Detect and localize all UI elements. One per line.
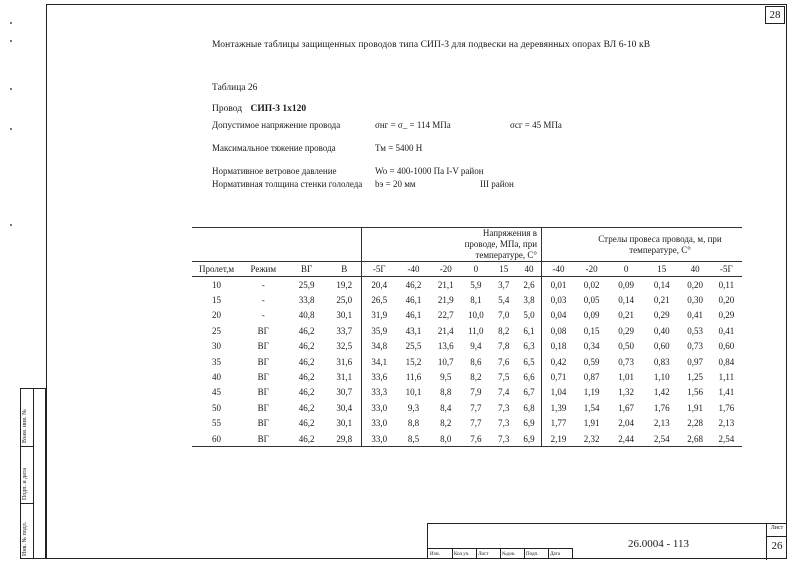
table-cell: 1,42 xyxy=(653,387,670,398)
table-cell: 46,2 xyxy=(298,402,315,413)
table-cell: 35 xyxy=(211,356,221,367)
table-cell: 5,9 xyxy=(470,279,482,290)
table-cell: 1,77 xyxy=(542,416,575,431)
table-cell: ВГ xyxy=(241,431,286,447)
table-cell: 33,0 xyxy=(361,416,397,431)
table-cell: 10,1 xyxy=(405,387,422,398)
table-cell: 6,9 xyxy=(523,418,535,429)
table-cell: 19,2 xyxy=(336,279,353,290)
table-cell: 46,2 xyxy=(405,279,422,290)
table-cell: 31,9 xyxy=(361,308,397,323)
table-cell: 0,40 xyxy=(653,325,670,336)
table-cell: 0,60 xyxy=(718,341,735,352)
table-row xyxy=(192,416,742,431)
col-header: -40 xyxy=(542,262,575,277)
col-header: 0 xyxy=(608,262,644,277)
table-cell: 1,39 xyxy=(542,400,575,415)
document-code: 26.0004 - 113 xyxy=(628,538,690,550)
table-cell: 8,2 xyxy=(440,418,452,429)
table-cell: 34,1 xyxy=(361,354,397,369)
table-cell: 0,42 xyxy=(542,354,575,369)
table-cell: 0,04 xyxy=(542,308,575,323)
table-cell: 0,53 xyxy=(687,325,704,336)
table-cell: 2,13 xyxy=(718,418,735,429)
param-value-2: Wo = 400-1000 Па I-V район xyxy=(375,166,484,176)
table-cell: 0,59 xyxy=(583,356,600,367)
table-cell: 33,0 xyxy=(361,400,397,415)
table-cell: 0,21 xyxy=(653,295,670,306)
table-cell: 1,41 xyxy=(718,387,735,398)
table-cell: 0,20 xyxy=(718,295,735,306)
table-cell: 46,2 xyxy=(298,387,315,398)
table-cell: 10 xyxy=(211,279,221,290)
table-cell: 7,3 xyxy=(490,431,517,447)
table-cell: 0,30 xyxy=(687,295,704,306)
table-row xyxy=(192,339,742,354)
table-cell: 0,29 xyxy=(618,325,634,336)
table-cell: 8,8 xyxy=(440,387,452,398)
table-cell: 33,8 xyxy=(298,295,315,306)
stamp-inv-original: Инв. № подл. xyxy=(22,521,28,556)
table-row xyxy=(192,431,742,447)
table-cell: 43,1 xyxy=(405,325,422,336)
table-cell: 9,5 xyxy=(440,372,452,383)
table-cell: 6,5 xyxy=(523,356,535,367)
table-row xyxy=(192,277,742,293)
table-cell: 0,41 xyxy=(718,325,735,336)
col-header: 40 xyxy=(680,262,711,277)
table-cell: ВГ xyxy=(257,341,269,352)
table-cell: 46,2 xyxy=(298,418,315,429)
col-header: -40 xyxy=(397,262,430,277)
table-cell: 0,20 xyxy=(687,279,704,290)
table-cell: 25 xyxy=(211,325,221,336)
table-cell: 25,9 xyxy=(298,279,315,290)
table-cell: 1,32 xyxy=(618,387,634,398)
table-cell: 46,2 xyxy=(298,356,315,367)
table-cell: 33,7 xyxy=(336,325,353,336)
sheet-number: 26 xyxy=(771,540,783,552)
table-cell: 46,2 xyxy=(298,325,315,336)
tb-cell-label: Изм. xyxy=(430,552,440,557)
table-cell: 2,68 xyxy=(680,431,711,447)
table-cell: 46,1 xyxy=(405,310,422,321)
top-page-number: 28 xyxy=(765,6,785,24)
col-header: Пролет,м xyxy=(192,262,241,277)
table-row xyxy=(192,308,742,323)
table-cell: 40,8 xyxy=(298,310,315,321)
tb-cell-label: Дата xyxy=(550,552,560,557)
col-header: В xyxy=(328,262,361,277)
table-cell: 0,60 xyxy=(653,341,670,352)
table-cell: 10,0 xyxy=(467,310,484,321)
sheet-box xyxy=(766,524,787,560)
table-cell: 11,0 xyxy=(468,325,484,336)
table-cell: 8,0 xyxy=(430,431,461,447)
table-cell: 2,54 xyxy=(644,431,680,447)
table-cell: 0,50 xyxy=(618,341,634,352)
table-cell: 2,54 xyxy=(711,431,742,447)
table-cell: 35,9 xyxy=(361,323,397,338)
table-row xyxy=(192,369,742,384)
table-cell: 0,41 xyxy=(687,310,704,321)
table-cell: 7,7 xyxy=(470,418,482,429)
table-cell: 2,6 xyxy=(523,279,535,290)
table-cell: 30,4 xyxy=(336,402,353,413)
table-cell: 1,76 xyxy=(653,402,670,413)
table-cell: 7,6 xyxy=(498,356,510,367)
stress-group-header: Напряжения в проводе, МПа, при температуре, С° xyxy=(361,228,541,262)
table-cell: 0,84 xyxy=(718,356,735,367)
col-header: 15 xyxy=(644,262,680,277)
table-cell: 1,56 xyxy=(687,387,704,398)
col-header: -5Г xyxy=(361,262,397,277)
table-cell: 0,97 xyxy=(687,356,704,367)
table-cell: 7,8 xyxy=(498,341,510,352)
table-cell: 5,4 xyxy=(498,295,510,306)
table-cell: 8,5 xyxy=(397,431,430,447)
table-cell: 3,8 xyxy=(523,295,535,306)
tb-cell-label: Кол.уч. xyxy=(454,552,470,557)
sheet-label: Лист xyxy=(767,525,787,537)
table-cell: - xyxy=(261,310,265,321)
col-header: 0 xyxy=(461,262,490,277)
table-cell: 8,2 xyxy=(470,372,482,383)
table-cell: ВГ xyxy=(257,402,269,413)
table-cell: 15 xyxy=(211,295,221,306)
table-cell: 30 xyxy=(211,341,221,352)
table-cell: 2,28 xyxy=(687,418,704,429)
param-label-1: Максимальное тяжение провода xyxy=(212,143,336,153)
table-cell: 1,01 xyxy=(618,372,634,383)
col-header: 15 xyxy=(490,262,517,277)
table-row xyxy=(192,292,742,307)
table-cell: ВГ xyxy=(257,418,269,429)
table-cell: 0,21 xyxy=(618,310,634,321)
table-cell: 0,73 xyxy=(618,356,634,367)
table-cell: 13,6 xyxy=(437,341,454,352)
table-cell: 2,32 xyxy=(575,431,608,447)
param-label-2: Нормативное ветровое давление xyxy=(212,166,337,176)
table-cell: 6,7 xyxy=(523,387,535,398)
table-cell: 9,3 xyxy=(407,402,420,413)
tb-cell-label: Подп. xyxy=(526,552,539,557)
table-row xyxy=(192,354,742,369)
col-header: -20 xyxy=(575,262,608,277)
table-cell: 33,3 xyxy=(361,385,397,400)
table-cell: 46,2 xyxy=(286,431,328,447)
table-cell: 1,19 xyxy=(583,387,600,398)
table-cell: 46,2 xyxy=(298,372,315,383)
table-cell: 11,6 xyxy=(405,372,422,383)
table-cell: 7,3 xyxy=(498,402,510,413)
table-cell: 8,2 xyxy=(498,325,510,336)
table-cell: 0,14 xyxy=(653,279,670,290)
table-cell: 8,4 xyxy=(440,402,452,413)
table-cell: ВГ xyxy=(257,387,269,398)
column-header-row xyxy=(192,262,742,277)
table-cell: 7,4 xyxy=(498,387,510,398)
table-cell: 1,10 xyxy=(653,372,670,383)
sag-tension-table xyxy=(192,227,742,447)
table-cell: 0,73 xyxy=(687,341,704,352)
table-cell: 3,7 xyxy=(498,279,510,290)
table-cell: 0,02 xyxy=(583,279,600,290)
table-cell: 1,54 xyxy=(583,402,600,413)
table-cell: 0,29 xyxy=(718,310,735,321)
table-cell: 33,0 xyxy=(361,431,397,447)
table-cell: 7,7 xyxy=(470,402,482,413)
table-row xyxy=(192,323,742,338)
left-stamp-strip xyxy=(20,388,46,559)
tb-cell-label: Лист xyxy=(478,552,489,557)
table-cell: 20,4 xyxy=(361,277,397,293)
table-cell: 0,05 xyxy=(583,295,600,306)
table-cell: 8,6 xyxy=(470,356,482,367)
table-cell: 50 xyxy=(211,402,221,413)
sag-group-header: Стрелы провеса провода, м, при температуре, С° xyxy=(542,228,742,262)
param-label-3: Нормативная толщина стенки гололеда xyxy=(212,179,363,189)
table-cell: 6,3 xyxy=(523,341,535,352)
table-cell: 15,2 xyxy=(405,356,422,367)
table-cell: 46,1 xyxy=(405,295,422,306)
table-cell: 21,1 xyxy=(437,279,454,290)
table-cell: 8,8 xyxy=(407,418,420,429)
table-cell: 46,2 xyxy=(298,341,315,352)
table-cell: 0,03 xyxy=(542,292,575,307)
table-cell: 29,8 xyxy=(328,431,361,447)
tb-cell-label: №док. xyxy=(502,552,516,557)
table-cell: 1,25 xyxy=(687,372,704,383)
col-header: ВГ xyxy=(286,262,328,277)
table-cell: 55 xyxy=(211,418,221,429)
table-cell: 7,3 xyxy=(498,418,510,429)
table-cell: 40 xyxy=(211,372,221,383)
wire-value: СИП-3 1х120 xyxy=(250,104,307,114)
param-value-3: bэ = 20 мм xyxy=(375,179,416,189)
table-cell: 1,11 xyxy=(718,372,735,383)
table-row xyxy=(192,385,742,400)
table-cell: 0,15 xyxy=(583,325,600,336)
table-cell: 6,9 xyxy=(517,431,541,447)
table-cell: 7,0 xyxy=(498,310,510,321)
table-cell: 0,18 xyxy=(542,339,575,354)
table-cell: 1,76 xyxy=(718,402,735,413)
table-cell: 32,5 xyxy=(336,341,353,352)
table-cell: 21,4 xyxy=(437,325,454,336)
table-cell: 25,0 xyxy=(336,295,353,306)
table-cell: 10,7 xyxy=(437,356,454,367)
table-cell: 34,8 xyxy=(361,339,397,354)
table-cell: 0,01 xyxy=(542,277,575,293)
table-cell: 0,71 xyxy=(542,369,575,384)
title-block xyxy=(427,523,787,559)
table-row xyxy=(192,400,742,415)
col-header: Режим xyxy=(241,262,286,277)
table-cell: 30,7 xyxy=(336,387,353,398)
table-cell: 2,19 xyxy=(542,431,575,447)
title-block-cells xyxy=(428,548,573,559)
table-cell: 25,5 xyxy=(405,341,422,352)
table-cell: 0,34 xyxy=(583,341,600,352)
table-cell: 1,91 xyxy=(583,418,600,429)
col-header: -20 xyxy=(430,262,461,277)
table-cell: 0,11 xyxy=(718,279,735,290)
param-value-0: σнг = σ_ = 114 МПа xyxy=(375,120,451,130)
wire-label: Провод xyxy=(212,104,243,114)
param-value2-0: σсг = 45 МПа xyxy=(510,120,562,130)
table-cell: 7,6 xyxy=(461,431,490,447)
table-cell: 1,91 xyxy=(687,402,704,413)
table-cell: 0,87 xyxy=(583,372,600,383)
table-cell: 45 xyxy=(211,387,221,398)
param-value2-3: III район xyxy=(480,179,514,189)
table-cell: 30,1 xyxy=(336,418,353,429)
table-cell: 1,67 xyxy=(618,402,634,413)
col-header: -5Г xyxy=(711,262,742,277)
table-cell: 0,14 xyxy=(618,295,634,306)
table-cell: 8,1 xyxy=(470,295,482,306)
stamp-replace-inv: Взам. инв. № xyxy=(22,409,28,443)
table-cell: 7,5 xyxy=(498,372,510,383)
table-cell: 30,1 xyxy=(336,310,353,321)
col-header: 40 xyxy=(517,262,541,277)
table-cell: - xyxy=(261,295,265,306)
table-cell: 0,09 xyxy=(618,279,634,290)
table-cell: 26,5 xyxy=(361,292,397,307)
table-cell: 6,6 xyxy=(523,372,535,383)
table-cell: ВГ xyxy=(257,356,269,367)
table-cell: 21,9 xyxy=(437,295,454,306)
table-cell: 20 xyxy=(211,310,221,321)
table-cell: 7,9 xyxy=(470,387,482,398)
table-cell: 5,0 xyxy=(523,310,535,321)
table-cell: 0,08 xyxy=(542,323,575,338)
table-cell: 6,8 xyxy=(523,402,535,413)
table-cell: 60 xyxy=(192,431,241,447)
param-value-1: Тм = 5400 Н xyxy=(375,143,423,153)
table-cell: 0,83 xyxy=(653,356,670,367)
wire-line xyxy=(212,104,306,114)
table-cell: 31,1 xyxy=(336,372,353,383)
table-cell: 0,29 xyxy=(653,310,670,321)
table-cell: 9,4 xyxy=(470,341,482,352)
table-cell: 2,44 xyxy=(608,431,644,447)
table-cell: 1,04 xyxy=(542,385,575,400)
param-label-0: Допустимое напряжение провода xyxy=(212,120,341,130)
document-title: Монтажные таблицы защищенных проводов типа СИП-3 для подвески на деревянных опорах ВЛ 6-10 кВ xyxy=(212,40,651,50)
table-cell: 6,1 xyxy=(523,325,535,336)
table-cell: - xyxy=(261,279,265,290)
table-cell: 31,6 xyxy=(336,356,353,367)
table-cell: 0,09 xyxy=(583,310,600,321)
stamp-sign-date: Подп. и дата xyxy=(22,467,28,500)
table-cell: 33,6 xyxy=(361,369,397,384)
table-cell: 2,13 xyxy=(653,418,670,429)
table-cell: ВГ xyxy=(257,325,269,336)
table-cell: 2,04 xyxy=(618,418,634,429)
table-cell: ВГ xyxy=(257,372,269,383)
table-cell: 22,7 xyxy=(437,310,454,321)
table-number: Таблица 26 xyxy=(212,83,258,93)
